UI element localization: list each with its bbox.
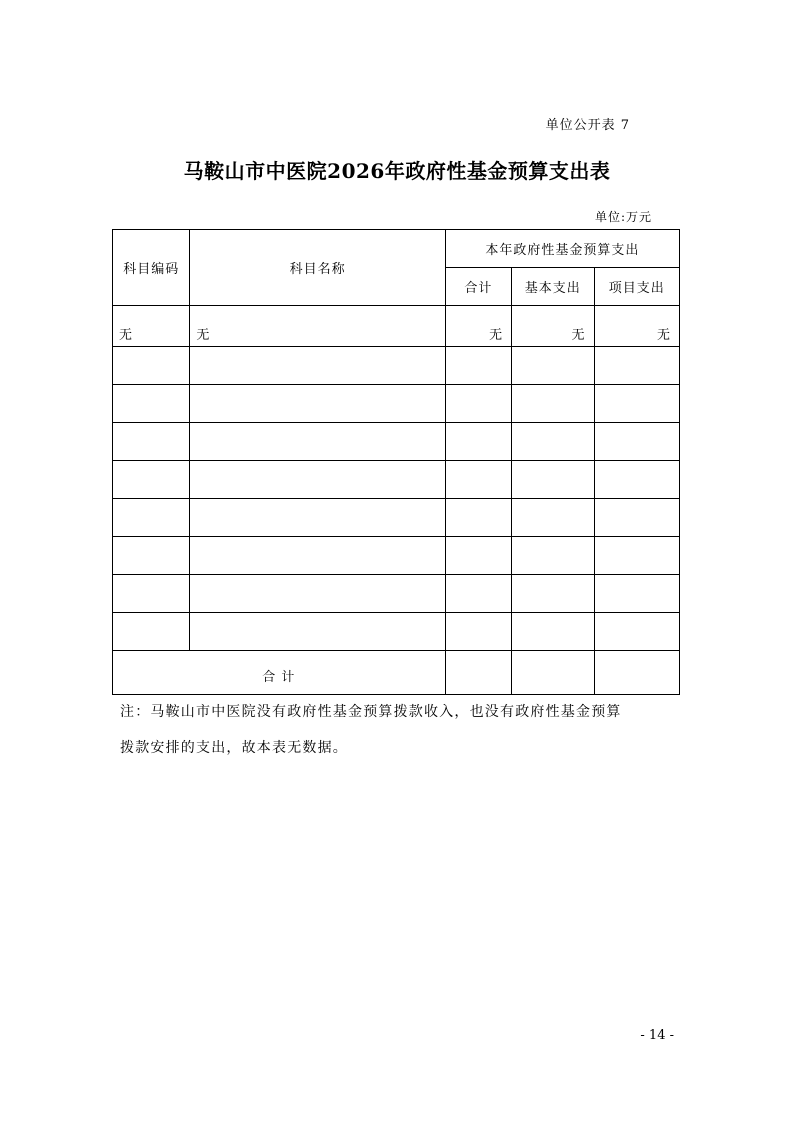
empty-cell <box>594 461 679 499</box>
empty-cell <box>113 537 190 575</box>
empty-cell <box>113 499 190 537</box>
empty-cell <box>512 385 594 423</box>
empty-cell <box>512 537 594 575</box>
header-subject-name: 科目名称 <box>190 230 445 306</box>
cell-code: 无 <box>113 306 190 347</box>
page-number: - 14 - <box>640 1028 674 1043</box>
empty-cell <box>190 385 445 423</box>
empty-cell <box>445 385 511 423</box>
empty-cell <box>113 423 190 461</box>
empty-cell <box>445 575 511 613</box>
table-row <box>113 613 680 651</box>
header-project-expenditure: 项目支出 <box>594 268 679 306</box>
empty-cell <box>445 423 511 461</box>
empty-cell <box>445 537 511 575</box>
cell-project: 无 <box>594 306 679 347</box>
empty-cell <box>190 537 445 575</box>
empty-cell <box>594 499 679 537</box>
empty-cell <box>512 575 594 613</box>
empty-cell <box>594 423 679 461</box>
empty-cell <box>113 575 190 613</box>
cell-name: 无 <box>190 306 445 347</box>
empty-cell <box>445 461 511 499</box>
table-row <box>113 575 680 613</box>
empty-cell <box>512 423 594 461</box>
empty-cell <box>113 461 190 499</box>
table-row <box>113 499 680 537</box>
empty-cell <box>113 347 190 385</box>
header-total: 合计 <box>445 268 511 306</box>
empty-cell <box>190 461 445 499</box>
empty-cell <box>190 499 445 537</box>
empty-cell <box>445 499 511 537</box>
empty-cell <box>594 347 679 385</box>
table-row <box>113 461 680 499</box>
empty-cell <box>594 651 679 695</box>
empty-cell <box>445 613 511 651</box>
document-title: 马鞍山市中医院2026年政府性基金预算支出表 <box>183 159 611 183</box>
table-row <box>113 306 680 347</box>
empty-cell <box>190 575 445 613</box>
empty-cell <box>594 575 679 613</box>
empty-cell <box>445 347 511 385</box>
empty-cell <box>512 461 594 499</box>
total-row <box>113 651 680 695</box>
note-line-2: 拨款安排的支出，故本表无数据。 <box>120 740 348 756</box>
table-row <box>113 385 680 423</box>
empty-cell <box>594 537 679 575</box>
empty-cell <box>512 651 594 695</box>
empty-cell <box>512 347 594 385</box>
total-label: 合 计 <box>113 651 446 695</box>
empty-cell <box>512 499 594 537</box>
table-row <box>113 537 680 575</box>
header-expenditure-group: 本年政府性基金预算支出 <box>445 230 679 268</box>
unit-label: 单位:万元 <box>594 210 652 224</box>
header-subject-code: 科目编码 <box>113 230 190 306</box>
table-row <box>113 423 680 461</box>
cell-total: 无 <box>445 306 511 347</box>
empty-cell <box>190 347 445 385</box>
note-line-1: 注：马鞍山市中医院没有政府性基金预算拨款收入，也没有政府性基金预算 <box>120 704 622 720</box>
cell-basic: 无 <box>512 306 594 347</box>
empty-cell <box>594 385 679 423</box>
empty-cell <box>594 613 679 651</box>
header-basic-expenditure: 基本支出 <box>512 268 594 306</box>
table-number-label: 单位公开表 7 <box>545 118 630 133</box>
table-row <box>113 347 680 385</box>
empty-cell <box>512 613 594 651</box>
empty-cell <box>190 613 445 651</box>
empty-cell <box>190 423 445 461</box>
empty-cell <box>445 651 511 695</box>
budget-table <box>112 229 680 695</box>
empty-cell <box>113 385 190 423</box>
empty-cell <box>113 613 190 651</box>
